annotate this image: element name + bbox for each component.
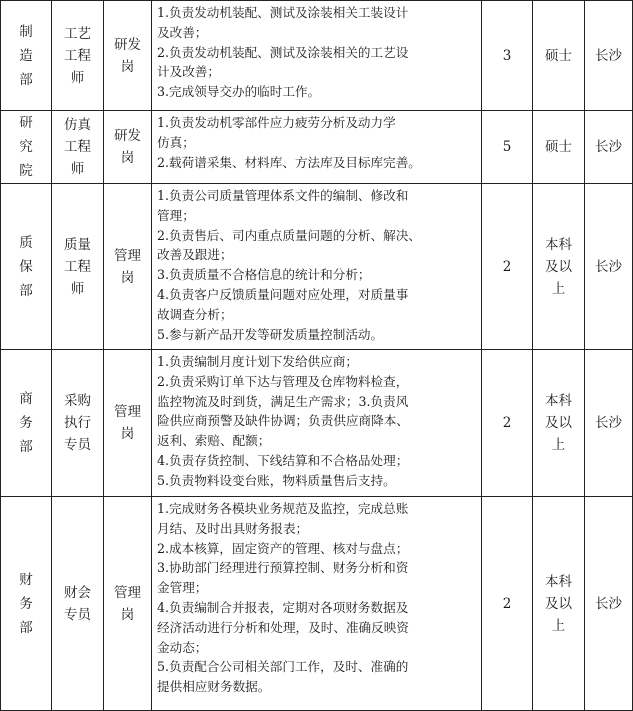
location-cell [585, 1, 633, 111]
job-row [1, 1, 633, 111]
duty-line: 经济活动进行分析和处理，及时、准确反映资 [157, 619, 409, 635]
position-type-cell [104, 350, 152, 497]
duty-line: 2.负责采购订单下达与管理及仓库物料检查， [157, 373, 409, 389]
position-type-cell [104, 111, 152, 184]
duty-line: 仿真； [157, 134, 195, 150]
position-type-cell-text: 研发岗 [114, 36, 141, 75]
education-cell [533, 111, 585, 184]
duty-line: 返利、索赔、配额； [157, 433, 271, 449]
duty-line: 计及改善； [157, 64, 220, 80]
duty-line: 险供应商预警及缺件协调；负责供应商降本、 [157, 413, 409, 429]
duty-line: 3.协助部门经理进行预算控制、财务分析和资 [157, 560, 409, 576]
education-cell [533, 350, 585, 497]
education-cell [533, 497, 585, 711]
position-title-cell [52, 111, 104, 184]
headcount-cell-text: 2 [502, 595, 512, 612]
duties-cell [152, 350, 482, 497]
position-title-cell [52, 184, 104, 350]
duty-line: 4.负责编制合并报表，定期对各项财务数据及 [157, 599, 409, 615]
position-title-cell-text: 工艺工程师 [64, 25, 91, 86]
duty-line: 3.负责质量不合格信息的统计和分析； [157, 267, 371, 283]
duty-line: 5.参与新产品开发等研发质量控制活动。 [157, 326, 384, 342]
job-row [1, 111, 633, 184]
job-table-body [1, 1, 633, 711]
department-cell [1, 184, 52, 350]
duty-line: 3.完成领导交办的临时工作。 [157, 84, 321, 100]
headcount-cell [482, 497, 533, 711]
position-type-cell-text: 管理岗 [114, 584, 141, 623]
location-cell [585, 111, 633, 184]
headcount-cell-text: 5 [502, 139, 512, 155]
duty-line: 金管理； [157, 580, 208, 596]
headcount-cell [482, 1, 533, 111]
headcount-cell-text: 3 [502, 47, 512, 64]
position-type-cell-text: 管理岗 [114, 404, 141, 442]
duty-line: 故调查分析； [157, 306, 233, 322]
duty-line: 2.负责售后、司内重点质量问题的分析、解决、 [157, 227, 421, 243]
duty-line: 4.负责存货控制、下线结算和不合格品处理； [157, 452, 409, 468]
duty-line: 2.成本核算，固定资产的管理、核对与盘点； [157, 540, 409, 556]
department-cell [1, 1, 52, 111]
duty-line: 提供相应财务数据。 [157, 679, 271, 695]
duty-line: 监控物流及时到货，满足生产需求；3.负责风 [157, 393, 409, 409]
headcount-cell-text: 2 [502, 258, 512, 275]
job-row [1, 497, 633, 711]
duties-cell [152, 184, 482, 350]
duty-line: 1.负责发动机装配、测试及涂装相关工装设计 [157, 5, 409, 20]
position-title-cell [52, 1, 104, 111]
duty-line: 1.负责发动机零部件应力疲劳分析及动力学 [157, 115, 396, 130]
duty-line: 5.负责配合公司相关部门工作，及时、准确的 [157, 659, 409, 675]
position-title-cell [52, 350, 104, 497]
duty-line: 1.负责公司质量管理体系文件的编制、修改和 [157, 188, 409, 203]
location-cell-text: 长沙 [595, 595, 622, 612]
duties-cell [152, 111, 482, 184]
job-row [1, 184, 633, 350]
duty-line: 5.负责物料设变台账，物料质量售后支持。 [157, 472, 396, 488]
department-cell-text: 质保部 [19, 234, 33, 299]
position-type-cell-text: 管理岗 [114, 247, 141, 286]
location-cell-text: 长沙 [595, 139, 622, 155]
location-cell [585, 350, 633, 497]
department-cell-text: 商务部 [19, 391, 33, 455]
duty-line: 管理； [157, 207, 195, 223]
education-cell-text: 硕士 [545, 139, 572, 155]
location-cell [585, 184, 633, 350]
duty-line: 月结、及时出具财务报表； [157, 520, 309, 536]
education-cell-text: 硕士 [545, 47, 572, 64]
position-title-cell-text: 质量工程师 [64, 236, 91, 297]
education-cell-text: 本科及以上 [545, 393, 572, 453]
headcount-cell [482, 111, 533, 184]
department-cell-text: 财务部 [19, 571, 33, 636]
duties-cell [152, 497, 482, 711]
position-title-cell-text: 采购执行专员 [64, 393, 91, 453]
position-title-cell-text: 财会专员 [64, 584, 91, 623]
position-type-cell [104, 497, 152, 711]
duty-line: 4.负责客户反馈质量问题对应处理，对质量事 [157, 286, 409, 302]
headcount-cell-text: 2 [502, 415, 512, 431]
duty-line: 1.负责编制月度计划下发给供应商； [157, 354, 358, 369]
education-cell [533, 1, 585, 111]
department-cell [1, 350, 52, 497]
education-cell-text: 本科及以上 [545, 236, 572, 297]
duty-line: 1.完成财务各模块业务规范及监控，完成总账 [157, 501, 409, 516]
headcount-cell [482, 184, 533, 350]
duty-line: 2.负责发动机装配、测试及涂装相关的工艺设 [157, 44, 409, 60]
position-type-cell [104, 1, 152, 111]
duty-line: 2.载荷谱采集、材料库、方法库及目标库完善。 [157, 154, 421, 170]
duty-line: 及改善； [157, 24, 208, 40]
department-cell-text: 制造部 [19, 23, 33, 88]
education-cell-text: 本科及以上 [545, 573, 572, 634]
duty-line: 改善及跟进； [157, 247, 233, 263]
job-row [1, 350, 633, 497]
location-cell [585, 497, 633, 711]
location-cell-text: 长沙 [595, 47, 622, 64]
position-type-cell-text: 研发岗 [114, 128, 141, 166]
department-cell [1, 111, 52, 184]
position-type-cell [104, 184, 152, 350]
duties-cell [152, 1, 482, 111]
position-title-cell [52, 497, 104, 711]
location-cell-text: 长沙 [595, 415, 622, 431]
department-cell-text: 研究院 [19, 115, 33, 179]
education-cell [533, 184, 585, 350]
position-title-cell-text: 仿真工程师 [64, 117, 91, 177]
duty-line: 金动态； [157, 639, 208, 655]
location-cell-text: 长沙 [595, 258, 622, 275]
department-cell [1, 497, 52, 711]
headcount-cell [482, 350, 533, 497]
